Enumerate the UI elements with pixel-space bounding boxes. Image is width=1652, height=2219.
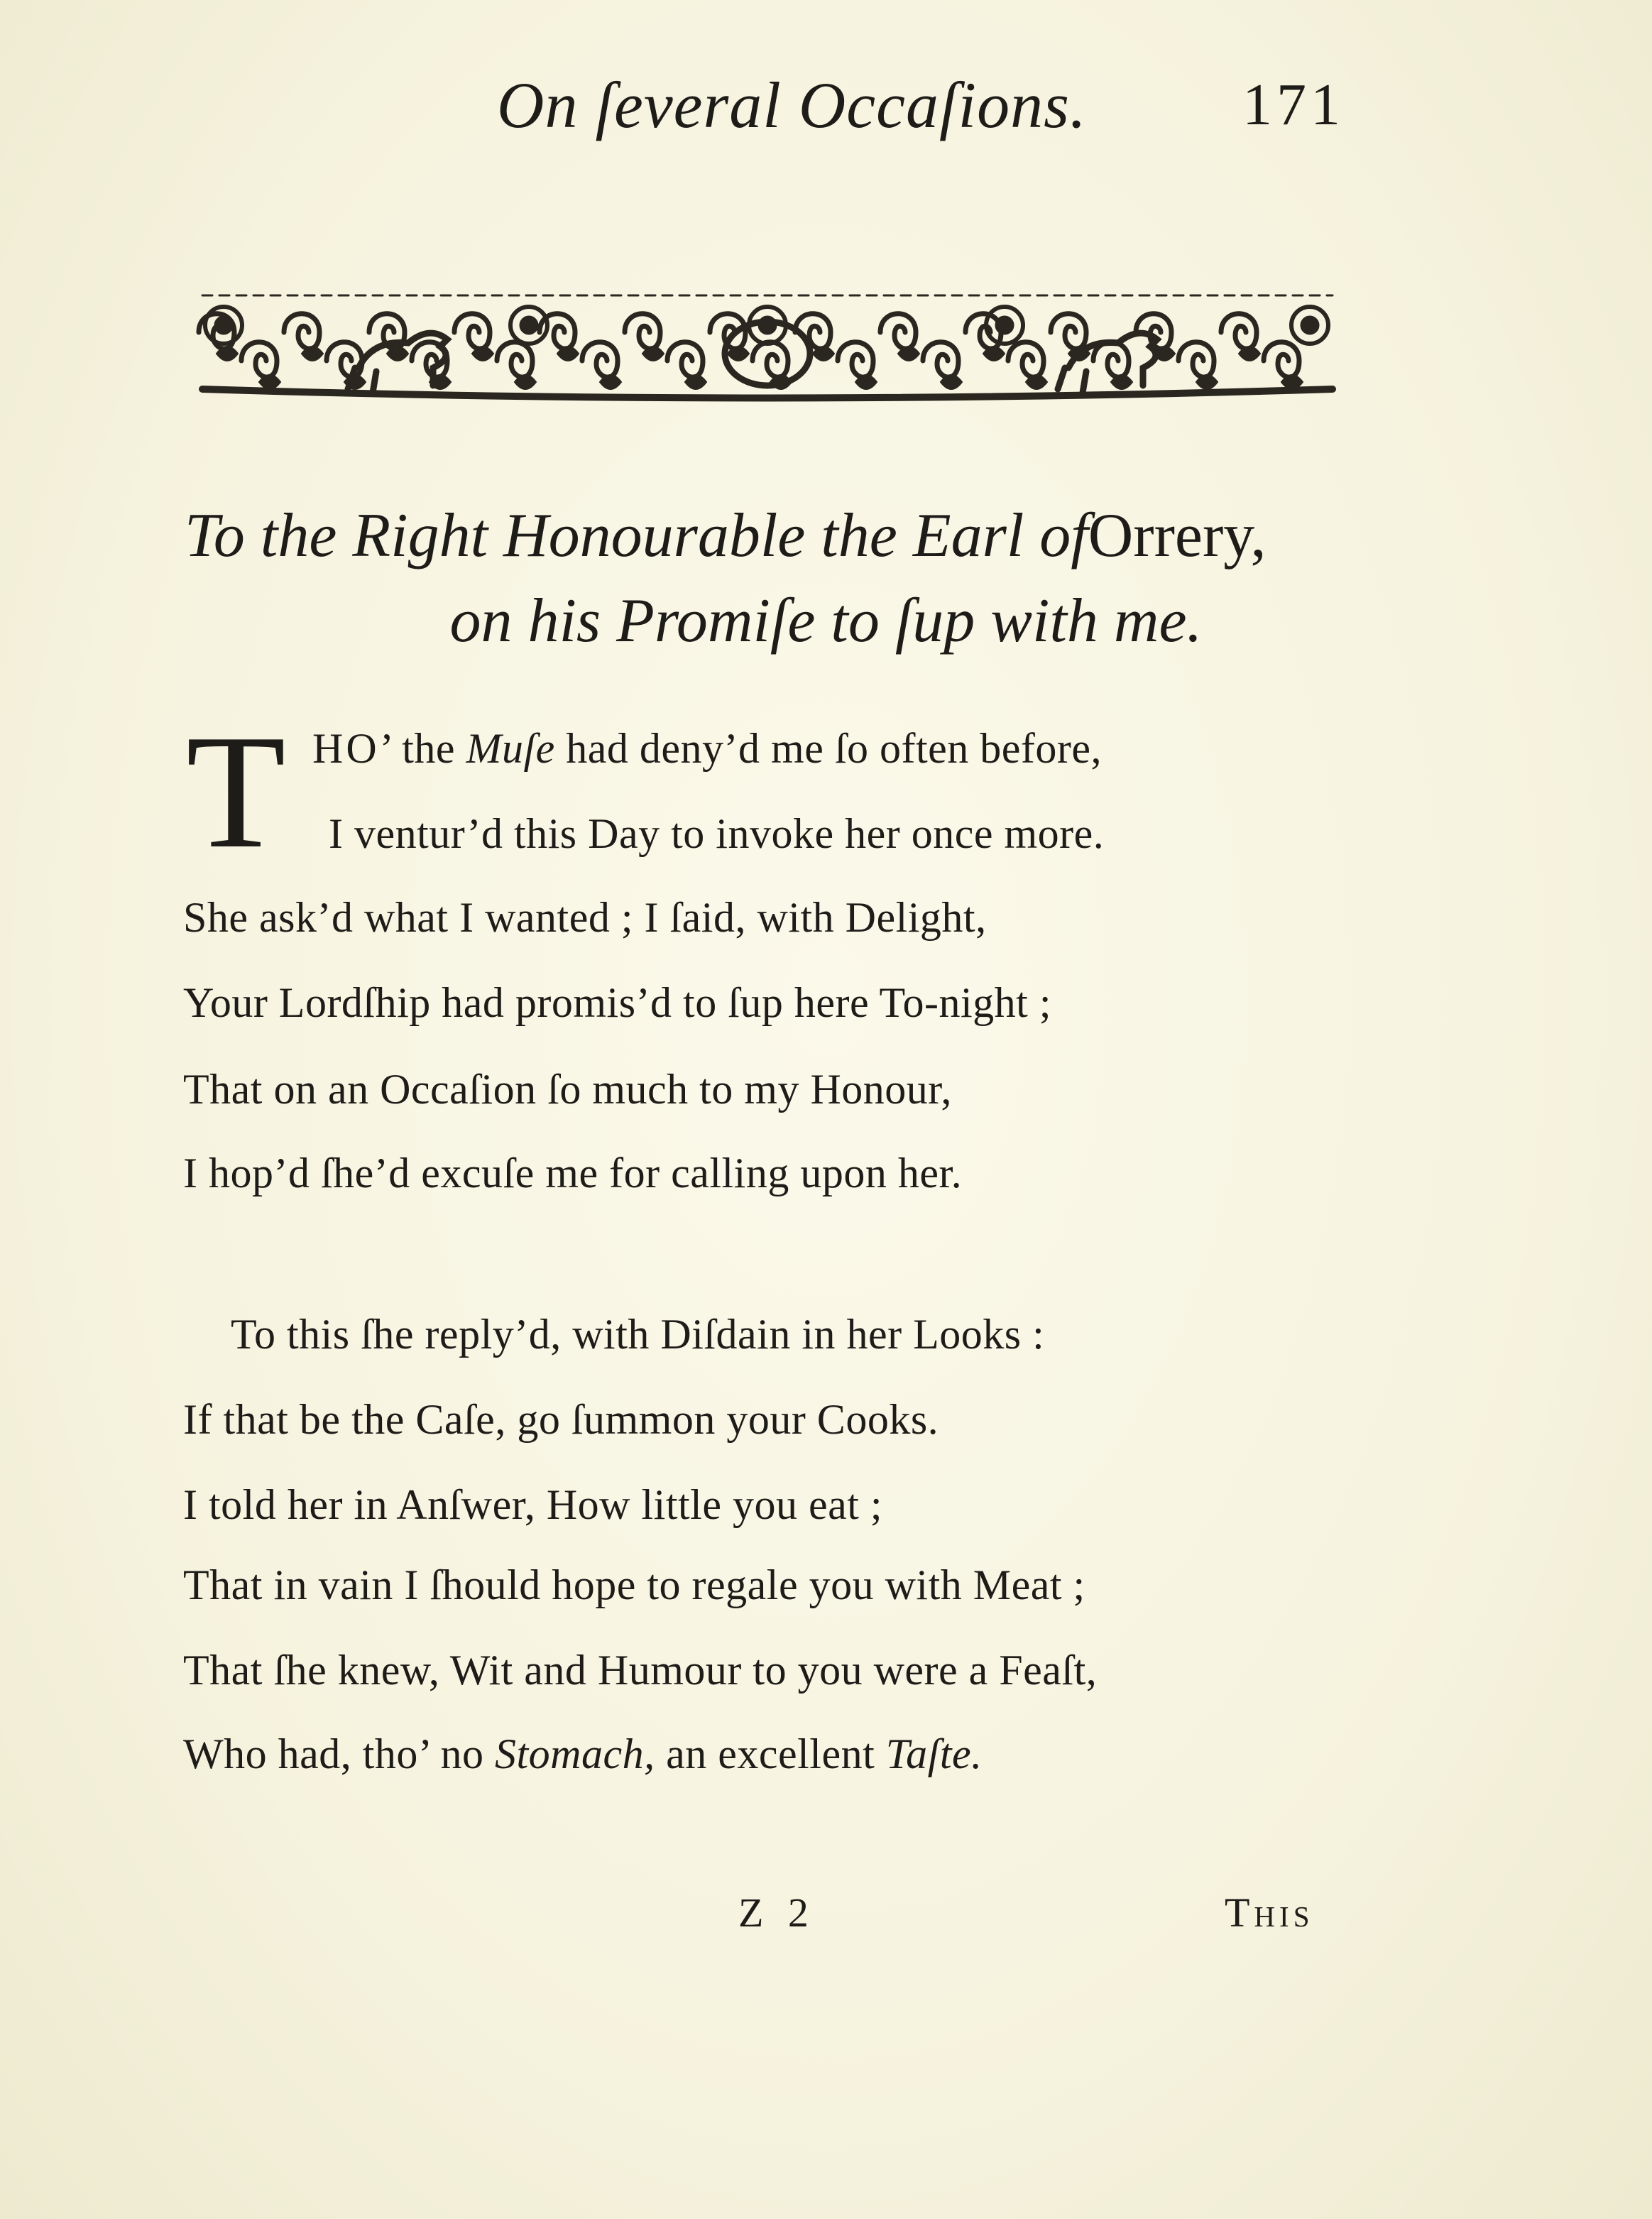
signature-mark: Z 2 bbox=[738, 1890, 816, 1936]
title-roman: Orrery, bbox=[1088, 501, 1267, 570]
ornamental-floral-band-icon bbox=[195, 283, 1340, 403]
verse-line: If that be the Caſe, go ſummon your Cooks. bbox=[183, 1396, 939, 1443]
title-subtitle: on his Promiſe to ſup with me. bbox=[449, 587, 1203, 655]
verse-line: That ſhe knew, Wit and Humour to you were a Feaſt, bbox=[183, 1647, 1098, 1694]
verse-line: That in vain I ſhould hope to regale you with Meat ; bbox=[183, 1561, 1085, 1608]
verse-fragment: Who had, tho’ no bbox=[183, 1730, 495, 1777]
verse-fragment: had deny’d me ſo often before, bbox=[554, 725, 1102, 772]
verse-fragment: Taſte. bbox=[885, 1730, 983, 1777]
verse-line: I ventur’d this Day to invoke her once more. bbox=[329, 810, 1105, 857]
running-head bbox=[0, 67, 1652, 153]
verse-line bbox=[183, 1730, 1390, 1779]
page-number: 171 bbox=[1242, 72, 1345, 138]
verse-fragment: ’ the bbox=[379, 725, 466, 772]
verse-line: I told her in Anſwer, How little you eat ; bbox=[183, 1481, 883, 1528]
verse-line: She ask’d what I wanted ; I ſaid, with Delight, bbox=[183, 894, 987, 941]
verse-line: To this ſhe reply’d, with Diſdain in her Looks : bbox=[231, 1311, 1045, 1358]
catchword: This bbox=[1225, 1890, 1314, 1936]
verse-fragment: Stomach, bbox=[494, 1730, 655, 1777]
verse-fragment: an excellent bbox=[655, 1730, 886, 1777]
verse-line: I hop’d ſhe’d excuſe me for calling upon her. bbox=[183, 1150, 963, 1196]
verse-fragment: HO bbox=[312, 725, 380, 772]
verse-line: That on an Occaſion ſo much to my Honour, bbox=[183, 1066, 952, 1113]
drop-cap: T bbox=[186, 701, 286, 882]
verse-line bbox=[312, 724, 1519, 773]
poem-title-line-1 bbox=[185, 501, 1349, 572]
verse-fragment: Muſe bbox=[466, 725, 555, 772]
title-italic: To the Right Honourable the Earl of bbox=[185, 501, 1088, 570]
running-head-title: On ſeveral Occaſions. bbox=[497, 69, 1087, 141]
poem-title-line-2 bbox=[0, 586, 1652, 657]
verse-line: Your Lordſhip had promis’d to ſup here To-night ; bbox=[183, 979, 1052, 1026]
